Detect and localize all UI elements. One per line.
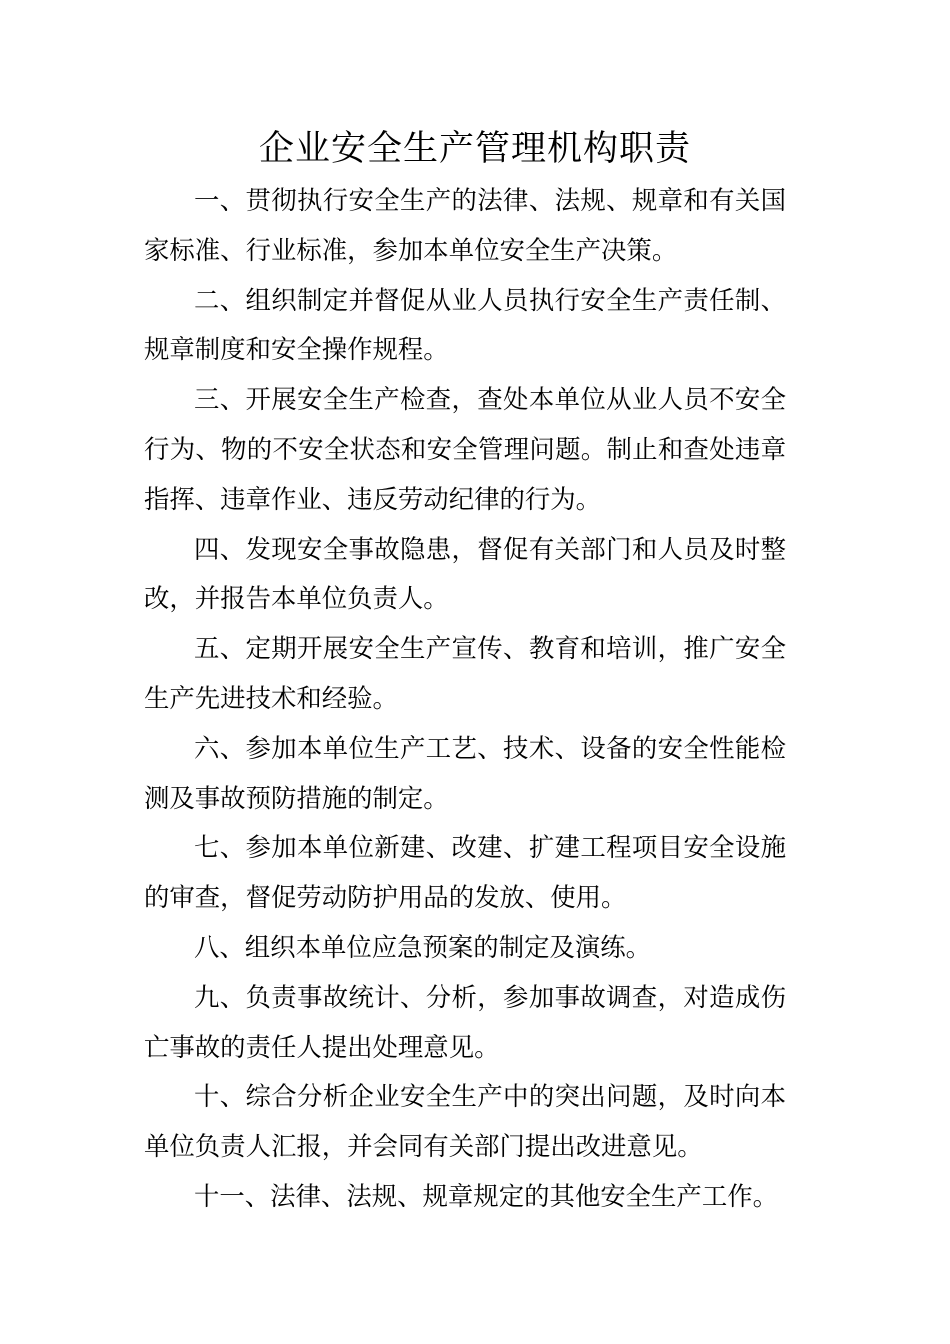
clause-11: 十一、法律、法规、规章规定的其他安全生产工作。 [194, 1180, 778, 1211]
clause-6: 六、参加本单位生产工艺、技术、设备的安全性能检测及事故预防措施的制定。 [144, 732, 786, 813]
clause-5: 五、定期开展安全生产宣传、教育和培训，推广安全生产先进技术和经验。 [144, 633, 786, 713]
clause-4: 四、发现安全事故隐患，督促有关部门和人员及时整改，并报告本单位负责人。 [144, 533, 786, 614]
clause-list [144, 176, 786, 1222]
clause-1: 一、贯彻执行安全生产的法律、法规、规章和有关国家标准、行业标准，参加本单位安全生产决策。 [144, 185, 786, 265]
clause-10: 十、综合分析企业安全生产中的突出问题，及时向本单位负责人汇报，并会同有关部门提出改进意见。 [144, 1081, 786, 1162]
clause-3: 三、开展安全生产检查，查处本单位从业人员不安全行为、物的不安全状态和安全管理问题。制止和查处违章指挥、违章作业、违反劳动纪律的行为。 [144, 384, 786, 514]
document-title: 企业安全生产管理机构职责 [258, 129, 691, 169]
clause-7: 七、参加本单位新建、改建、扩建工程项目安全设施的审查，督促劳动防护用品的发放、使用。 [144, 832, 786, 913]
clause-9: 九、负责事故统计、分析，参加事故调查，对造成伤亡事故的责任人提出处理意见。 [144, 981, 786, 1062]
clause-8: 八、组织本单位应急预案的制定及演练。 [194, 931, 652, 962]
clause-2: 二、组织制定并督促从业人员执行安全生产责任制、规章制度和安全操作规程。 [144, 284, 786, 365]
